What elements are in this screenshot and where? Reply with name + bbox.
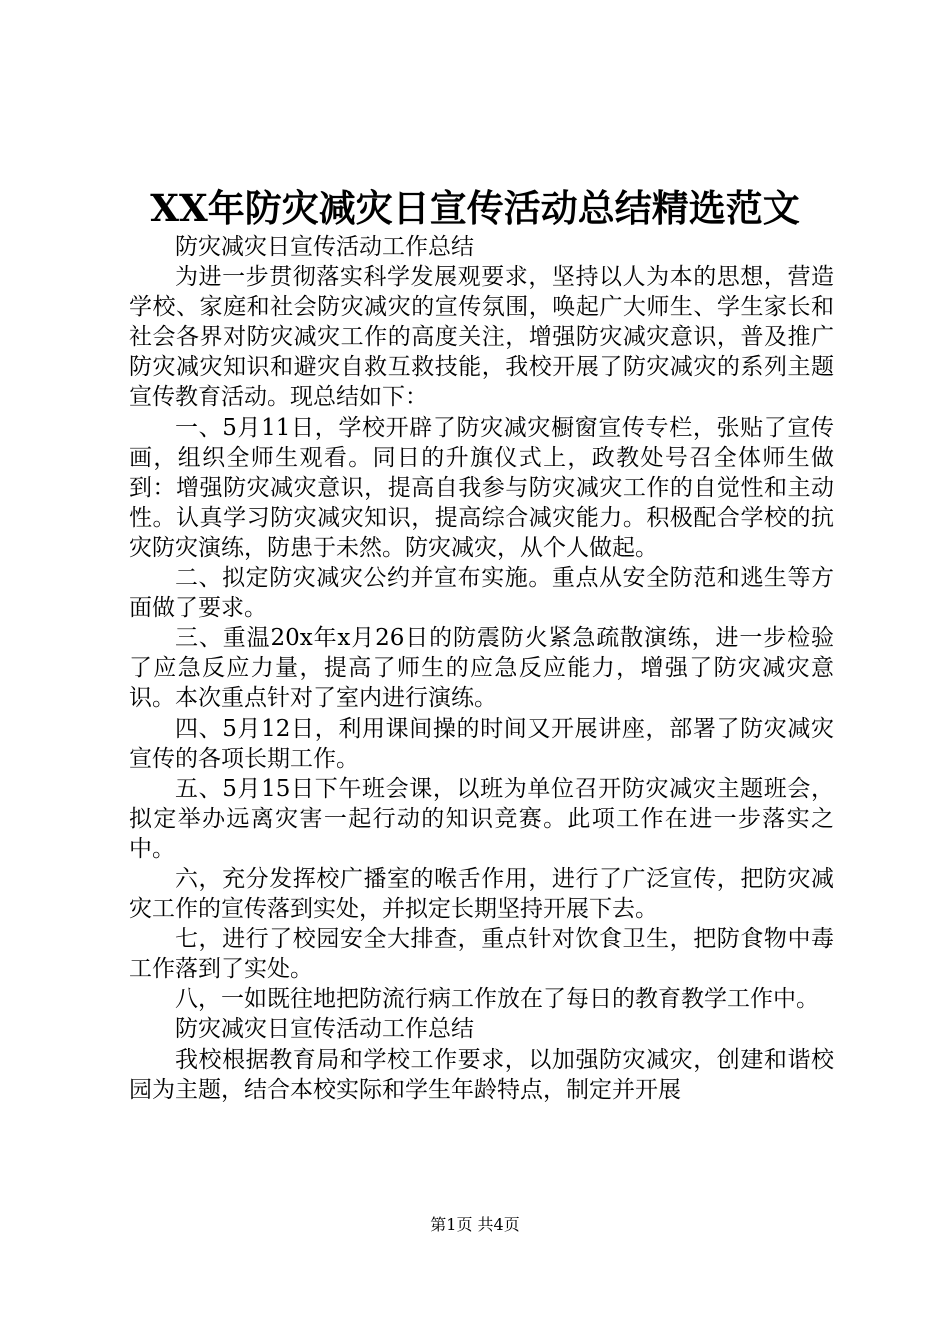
paragraph: 八，一如既往地把防流行病工作放在了每日的教育教学工作中。 xyxy=(175,986,819,1013)
paragraph: 为进一步贯彻落实科学发展观要求，坚持以人为本的思想，营造学校、家庭和社会防灾减灾的宣传氛围，唤起广大师生、学生家长和社会各界对防灾减灾工作的高度关注，增强防灾减灾意识，普及推广防灾减灾知识和避灾自救互救技能，我校开展了防灾减灾的系列主题宣传教育活动。现总结如下： xyxy=(129,264,834,411)
section-heading: 防灾减灾日宣传活动工作总结 xyxy=(175,234,474,260)
paragraph: 四、5月12日，利用课间操的时间又开展讲座，部署了防灾减灾宣传的各项长期工作。 xyxy=(129,715,834,772)
section-heading: 防灾减灾日宣传活动工作总结 xyxy=(175,1016,474,1043)
page-number-footer: 第1页 共4页 xyxy=(430,1215,520,1234)
document-title: XX年防灾减灾日宣传活动总结精选范文 xyxy=(150,186,800,230)
document-body xyxy=(129,232,834,1105)
paragraph: 七，进行了校园安全大排查，重点针对饮食卫生，把防食物中毒工作落到了实处。 xyxy=(129,926,834,983)
paragraph: 我校根据教育局和学校工作要求，以加强防灾减灾，创建和谐校园为主题，结合本校实际和学生年龄特点，制定并开展 xyxy=(129,1046,834,1103)
paragraph: 一、5月11日，学校开辟了防灾减灾橱窗宣传专栏，张贴了宣传画，组织全师生观看。同日的升旗仪式上，政教处号召全体师生做到：增强防灾减灾意识，提高自我参与防灾减灾工作的自觉性和主动性。认真学习防灾减灾知识，提高综合减灾能力。积极配合学校的抗灾防灾演练，防患于未然。防灾减灾，从个人做起。 xyxy=(129,414,834,561)
paragraph: 二、拟定防灾减灾公约并宣布实施。重点从安全防范和逃生等方面做了要求。 xyxy=(129,565,834,622)
paragraph: 五、5月15日下午班会课，以班为单位召开防灾减灾主题班会，拟定举办远离灾害一起行动的知识竞赛。此项工作在进一步落实之中。 xyxy=(129,775,834,862)
paragraph: 三、重温20x年x月26日的防震防火紧急疏散演练，进一步检验了应急反应力量，提高了师生的应急反应能力，增强了防灾减灾意识。本次重点针对了室内进行演练。 xyxy=(129,625,834,712)
paragraph: 六，充分发挥校广播室的喉舌作用，进行了广泛宣传，把防灾减灾工作的宣传落到实处，并拟定长期坚持开展下去。 xyxy=(129,865,834,923)
